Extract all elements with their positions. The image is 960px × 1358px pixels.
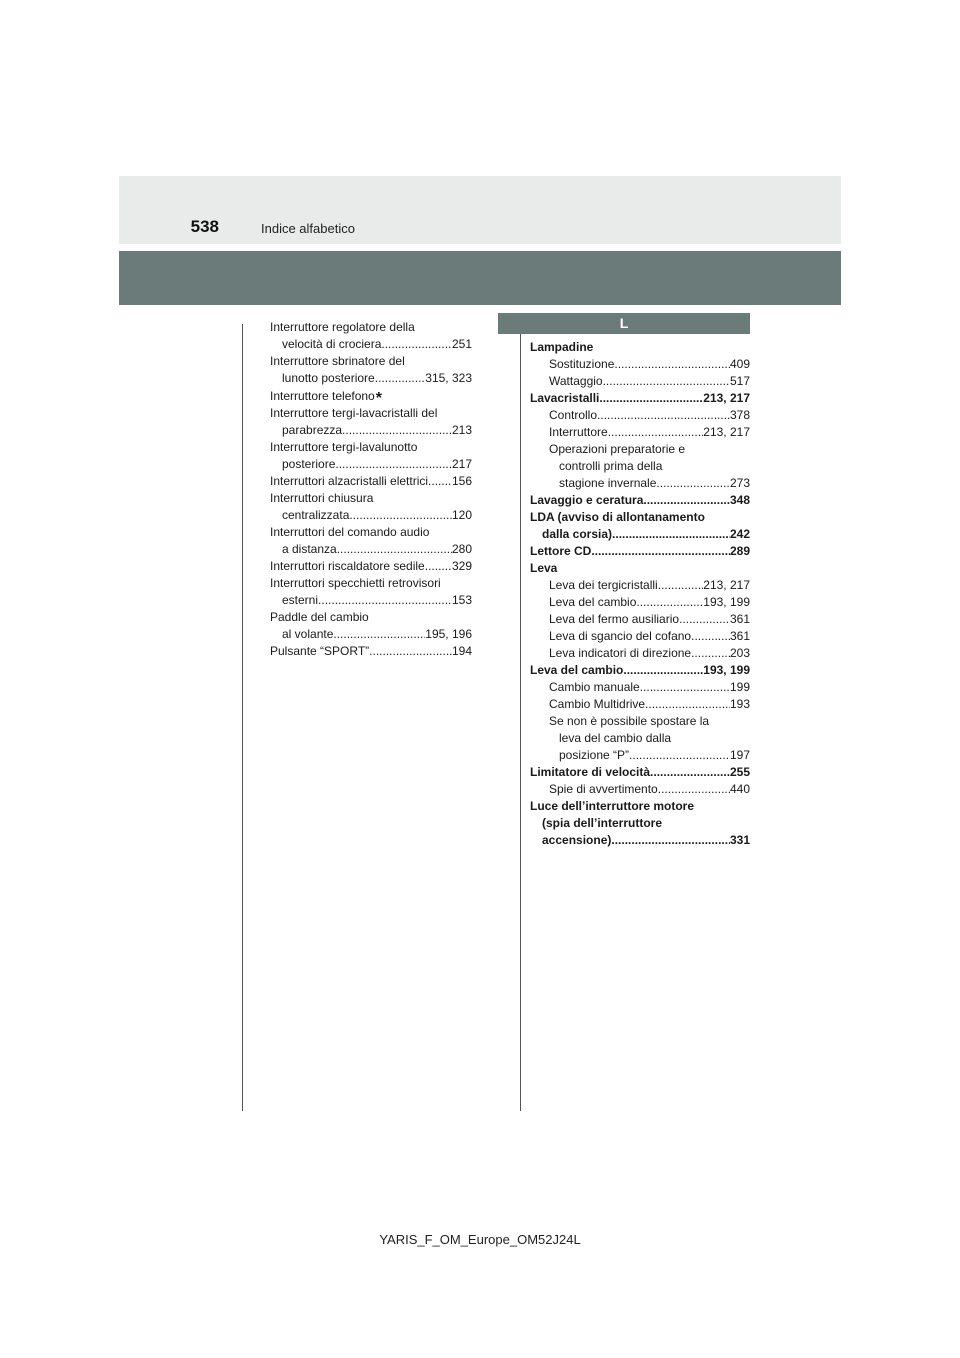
entry-term: Cambio Multidrive <box>549 697 646 711</box>
index-entry <box>270 387 472 405</box>
index-column-left <box>270 319 472 660</box>
entry-term: Interruttore sbrinatore del <box>270 354 405 368</box>
entry-term: Pulsante “SPORT” <box>270 644 370 658</box>
dot-leader <box>349 507 452 524</box>
entry-term: controlli prima della <box>559 459 663 473</box>
index-entry <box>530 764 750 781</box>
entry-term: Leva di sgancio del cofano <box>549 629 692 643</box>
header-bar <box>119 176 841 244</box>
entry-page-ref: 315, 323 <box>425 371 472 385</box>
entry-page-ref: 440 <box>729 782 750 796</box>
entry-term: Se non è possibile spostare la <box>549 714 710 728</box>
entry-term: Leva del cambio <box>530 663 624 677</box>
index-column-right <box>530 339 750 849</box>
index-entry <box>270 643 472 660</box>
index-entry <box>530 628 750 645</box>
entry-page-ref: 361 <box>729 612 750 626</box>
index-entry <box>270 592 472 609</box>
entry-term: Leva indicatori di direzione <box>549 646 692 660</box>
entry-term: leva del cambio dalla <box>559 731 672 745</box>
entry-term: dalla corsia) <box>542 527 613 541</box>
section-letter-header: L <box>498 313 750 334</box>
entry-term: centralizzata <box>282 508 350 522</box>
entry-term: Spie di avvertimento <box>549 782 658 796</box>
dot-leader <box>658 781 730 798</box>
dot-leader <box>629 747 730 764</box>
entry-term: Interruttori del comando audio <box>270 525 430 539</box>
asterisk-mark: * <box>375 390 382 407</box>
entry-page-ref: 409 <box>729 357 750 371</box>
index-entry <box>270 370 472 387</box>
index-entry <box>530 696 750 713</box>
dot-leader <box>608 424 704 441</box>
index-entry <box>530 509 750 526</box>
document-code: YARIS_F_OM_Europe_OM52J24L <box>379 1232 581 1247</box>
index-entry <box>270 524 472 541</box>
dot-leader <box>612 526 730 543</box>
entry-term: Leva <box>530 561 558 575</box>
index-entry <box>270 336 472 353</box>
entry-page-ref: 378 <box>729 408 750 422</box>
entry-term: Paddle del cambio <box>270 610 369 624</box>
dot-leader <box>691 628 730 645</box>
dot-leader <box>337 541 452 558</box>
index-entry <box>530 713 750 730</box>
entry-term: Interruttore telefono <box>270 389 375 403</box>
dot-leader <box>650 764 730 781</box>
entry-term: a distanza <box>282 542 337 556</box>
entry-page-ref: 289 <box>729 544 750 558</box>
entry-term: Interruttore regolatore della <box>270 320 415 334</box>
entry-term: Lampadine <box>530 340 594 354</box>
index-entry <box>530 339 750 356</box>
dot-leader <box>599 390 703 407</box>
index-entry <box>530 645 750 662</box>
entry-term: Controllo <box>549 408 598 422</box>
index-entry <box>270 507 472 524</box>
dot-leader <box>636 594 703 611</box>
dot-leader <box>369 643 452 660</box>
index-entry <box>530 577 750 594</box>
entry-term: Interruttori specchietti retrovisori <box>270 576 441 590</box>
entry-term: Limitatore di velocità <box>530 765 651 779</box>
dot-leader <box>603 373 730 390</box>
entry-page-ref: 217 <box>451 457 472 471</box>
index-entry <box>270 422 472 439</box>
index-entry <box>530 492 750 509</box>
dot-leader <box>645 696 730 713</box>
dot-leader <box>643 492 730 509</box>
index-entry <box>530 390 750 407</box>
entry-page-ref: 193, 199 <box>703 595 750 609</box>
entry-term: Wattaggio <box>549 374 603 388</box>
entry-term: parabrezza <box>282 423 343 437</box>
index-entry <box>270 609 472 626</box>
index-entry <box>530 373 750 390</box>
page-title: Indice alfabetico <box>261 221 355 236</box>
entry-term: (spia dell’interruttore <box>542 816 663 830</box>
index-entry <box>530 543 750 560</box>
dot-leader <box>333 626 425 643</box>
entry-page-ref: 329 <box>451 559 472 573</box>
dot-leader <box>591 543 730 560</box>
entry-page-ref: 197 <box>729 748 750 762</box>
entry-page-ref: 251 <box>451 337 472 351</box>
entry-term: Cambio manuale <box>549 680 640 694</box>
entry-page-ref: 156 <box>451 474 472 488</box>
entry-term: al volante <box>282 627 334 641</box>
dot-leader <box>658 577 704 594</box>
entry-page-ref: 348 <box>729 493 750 507</box>
dot-leader <box>597 407 730 424</box>
page-number: 538 <box>190 217 219 236</box>
entry-page-ref: 213 <box>451 423 472 437</box>
entry-page-ref: 194 <box>451 644 472 658</box>
dot-leader <box>640 679 730 696</box>
column-divider-left <box>242 324 243 1111</box>
entry-term: Interruttori riscaldatore sedile <box>270 559 425 573</box>
index-entry <box>530 458 750 475</box>
dot-leader <box>611 832 730 849</box>
entry-term: Interruttore tergi-lavacristalli del <box>270 406 438 420</box>
entry-term: stagione invernale <box>559 476 657 490</box>
entry-term: accensione) <box>542 833 612 847</box>
entry-term: Interruttore tergi-lavalunotto <box>270 440 418 454</box>
entry-page-ref: 199 <box>729 680 750 694</box>
index-entry <box>270 490 472 507</box>
index-entry <box>270 353 472 370</box>
index-entry <box>530 526 750 543</box>
index-entry <box>530 832 750 849</box>
header-band <box>119 251 841 305</box>
entry-page-ref: 361 <box>729 629 750 643</box>
entry-term: Operazioni preparatorie e <box>549 442 686 456</box>
entry-term: Interruttore <box>549 425 608 439</box>
index-entry <box>530 560 750 577</box>
entry-page-ref: 273 <box>729 476 750 490</box>
entry-term: posteriore <box>282 457 336 471</box>
entry-page-ref: 213, 217 <box>703 578 750 592</box>
index-entry <box>270 405 472 422</box>
index-entry <box>270 541 472 558</box>
dot-leader <box>691 645 730 662</box>
entry-page-ref: 331 <box>729 833 750 847</box>
dot-leader <box>342 422 452 439</box>
index-entry <box>530 441 750 458</box>
entry-page-ref: 242 <box>729 527 750 541</box>
index-entry <box>530 747 750 764</box>
dot-leader <box>375 370 426 387</box>
dot-leader <box>614 356 730 373</box>
entry-page-ref: 203 <box>729 646 750 660</box>
entry-term: velocità di crociera <box>282 337 382 351</box>
index-entry <box>270 558 472 575</box>
index-entry <box>270 626 472 643</box>
column-divider-right <box>520 324 521 1111</box>
dot-leader <box>623 662 703 679</box>
index-entry <box>270 319 472 336</box>
dot-leader <box>425 558 452 575</box>
entry-page-ref: 213, 217 <box>703 425 750 439</box>
entry-page-ref: 280 <box>451 542 472 556</box>
entry-term: Leva del cambio <box>549 595 637 609</box>
index-entry <box>530 424 750 441</box>
index-entry <box>530 815 750 832</box>
entry-term: posizione “P” <box>559 748 630 762</box>
index-entry <box>270 473 472 490</box>
index-entry <box>270 575 472 592</box>
entry-page-ref: 153 <box>451 593 472 607</box>
index-entry <box>530 475 750 492</box>
index-entry <box>530 679 750 696</box>
entry-term: Leva dei tergicristalli <box>549 578 658 592</box>
index-entry <box>530 798 750 815</box>
entry-page-ref: 255 <box>729 765 750 779</box>
entry-term: lunotto posteriore <box>282 371 375 385</box>
dot-leader <box>428 473 452 490</box>
entry-term: Lavaggio e ceratura <box>530 493 644 507</box>
entry-term: Lettore CD <box>530 544 592 558</box>
dot-leader <box>318 592 452 609</box>
index-entry <box>530 662 750 679</box>
entry-page-ref: 193 <box>729 697 750 711</box>
entry-page-ref: 193, 199 <box>703 663 750 677</box>
entry-term: Interruttori chiusura <box>270 491 374 505</box>
entry-page-ref: 195, 196 <box>425 627 472 641</box>
entry-term: LDA (avviso di allontanamento <box>530 510 705 524</box>
entry-term: Interruttori alzacristalli elettrici <box>270 474 429 488</box>
entry-term: Sostituzione <box>549 357 615 371</box>
index-entry <box>270 456 472 473</box>
entry-term: Lavacristalli <box>530 391 600 405</box>
entry-term: Luce dell’interruttore motore <box>530 799 695 813</box>
entry-page-ref: 213, 217 <box>703 391 750 405</box>
entry-term: esterni <box>282 593 319 607</box>
index-entry <box>270 439 472 456</box>
entry-term: Leva del fermo ausiliario <box>549 612 680 626</box>
index-entry <box>530 730 750 747</box>
dot-leader <box>656 475 730 492</box>
index-entry <box>530 594 750 611</box>
index-entry <box>530 781 750 798</box>
entry-page-ref: 120 <box>451 508 472 522</box>
dot-leader <box>679 611 730 628</box>
entry-page-ref: 517 <box>729 374 750 388</box>
dot-leader <box>335 456 452 473</box>
dot-leader <box>381 336 452 353</box>
index-entry <box>530 356 750 373</box>
index-entry <box>530 407 750 424</box>
index-entry <box>530 611 750 628</box>
